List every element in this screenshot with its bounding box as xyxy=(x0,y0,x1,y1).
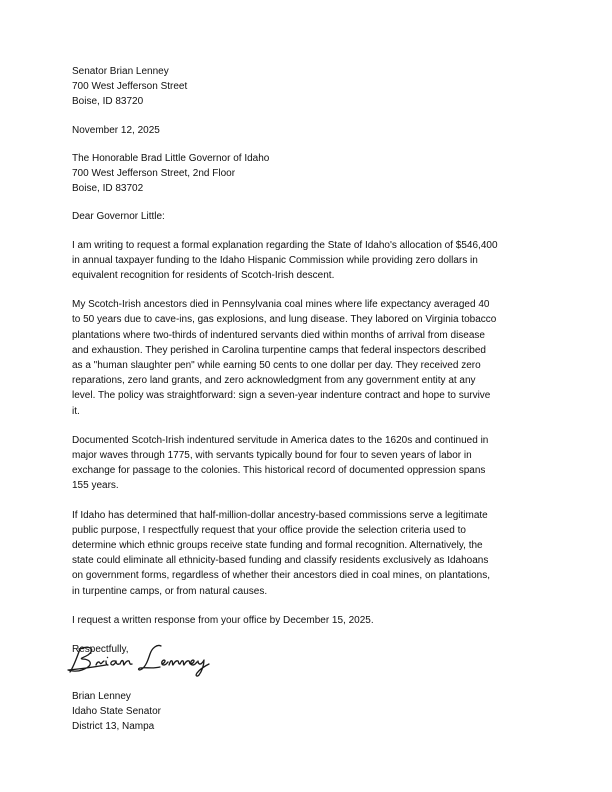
paragraph-line: as a "human slaughter pen" while earning 50 cents to one dollar per day. They received zero xyxy=(72,360,481,372)
paragraph-line: equivalent recognition for residents of Scotch-Irish descent. xyxy=(72,270,335,282)
recipient-name: The Honorable Brad Little Governor of Idaho xyxy=(72,152,270,164)
letter-date: November 12, 2025 xyxy=(72,124,160,136)
signer-block xyxy=(72,689,372,735)
paragraph-line: Documented Scotch-Irish indentured servitude in America dates to the 1620s and continued in xyxy=(72,434,489,446)
paragraph-line: level. The policy was straightforward: sign a seven-year indenture contract and hope to survive xyxy=(72,390,491,402)
signer-name: Brian Lenney xyxy=(72,691,131,702)
paragraph-line: and exhaustion. They perished in Carolina turpentine camps that federal inspectors described xyxy=(72,344,486,356)
paragraph-line: plantations where two-thirds of indentured servants died within months of arrival from disease xyxy=(72,329,485,341)
paragraph-line: to 50 years due to cave-ins, gas explosions, and lung disease. They labored on Virginia tobacco xyxy=(72,314,497,326)
sender-address-line1: 700 West Jefferson Street xyxy=(72,81,188,93)
paragraph-line: major waves through 1775, with servants typically bound for four to seven years of labor in xyxy=(72,450,472,462)
recipient-address xyxy=(72,151,542,197)
body-paragraph-3 xyxy=(72,433,542,494)
handwritten-signature xyxy=(66,640,216,680)
paragraph-line: determine which ethnic groups receive state funding and formal recognition. Alternatively, the xyxy=(72,540,483,552)
body-paragraph-2 xyxy=(72,297,542,419)
paragraph-line: in turpentine camps, or from natural causes. xyxy=(72,585,268,597)
salutation: Dear Governor Little: xyxy=(72,211,165,223)
letter-body xyxy=(72,64,542,671)
paragraph-line: I am writing to request a formal explanation regarding the State of Idaho's allocation of $546,400 xyxy=(72,239,498,251)
body-paragraph-4 xyxy=(72,508,542,599)
paragraph-line: it. xyxy=(72,405,80,417)
paragraph-line: state could eliminate all ethnicity-based funding and classify residents exclusively as Idahoans xyxy=(72,555,489,567)
paragraph-line: I request a written response from your office by December 15, 2025. xyxy=(72,614,374,626)
paragraph-line: 155 years. xyxy=(72,480,119,492)
recipient-address-line1: 700 West Jefferson Street, 2nd Floor xyxy=(72,168,236,180)
paragraph-line: My Scotch-Irish ancestors died in Pennsylvania coal mines where life expectancy averaged 40 xyxy=(72,299,490,311)
paragraph-line: exchange for passage to the colonies. This historical record of documented oppression spans xyxy=(72,465,486,477)
body-paragraph-1 xyxy=(72,238,542,284)
paragraph-line: in annual taxpayer funding to the Idaho Hispanic Commission while providing zero dollars in xyxy=(72,254,478,266)
paragraph-line: If Idaho has determined that half-million-dollar ancestry-based commissions serve a legitimate xyxy=(72,509,488,521)
paragraph-line: reparations, zero land grants, and zero acknowledgment from any government entity at any xyxy=(72,375,476,387)
signer-title: Idaho State Senator xyxy=(72,706,161,718)
sender-address-line2: Boise, ID 83720 xyxy=(72,96,144,108)
recipient-address-line2: Boise, ID 83702 xyxy=(72,183,144,195)
salutation-block xyxy=(72,209,542,224)
sender-name: Senator Brian Lenney xyxy=(72,66,169,77)
body-paragraph-5 xyxy=(72,613,542,628)
paragraph-line: on government forms, regardless of whether their ancestors died in coal mines, on plantations, xyxy=(72,570,490,582)
sender-address xyxy=(72,64,542,110)
paragraph-line: public purpose, I respectfully request that your office provide the selection criteria used to xyxy=(72,524,466,536)
letter-date-block xyxy=(72,123,542,138)
signer-district: District 13, Nampa xyxy=(72,721,155,733)
closing: Respectfully, xyxy=(72,644,129,656)
